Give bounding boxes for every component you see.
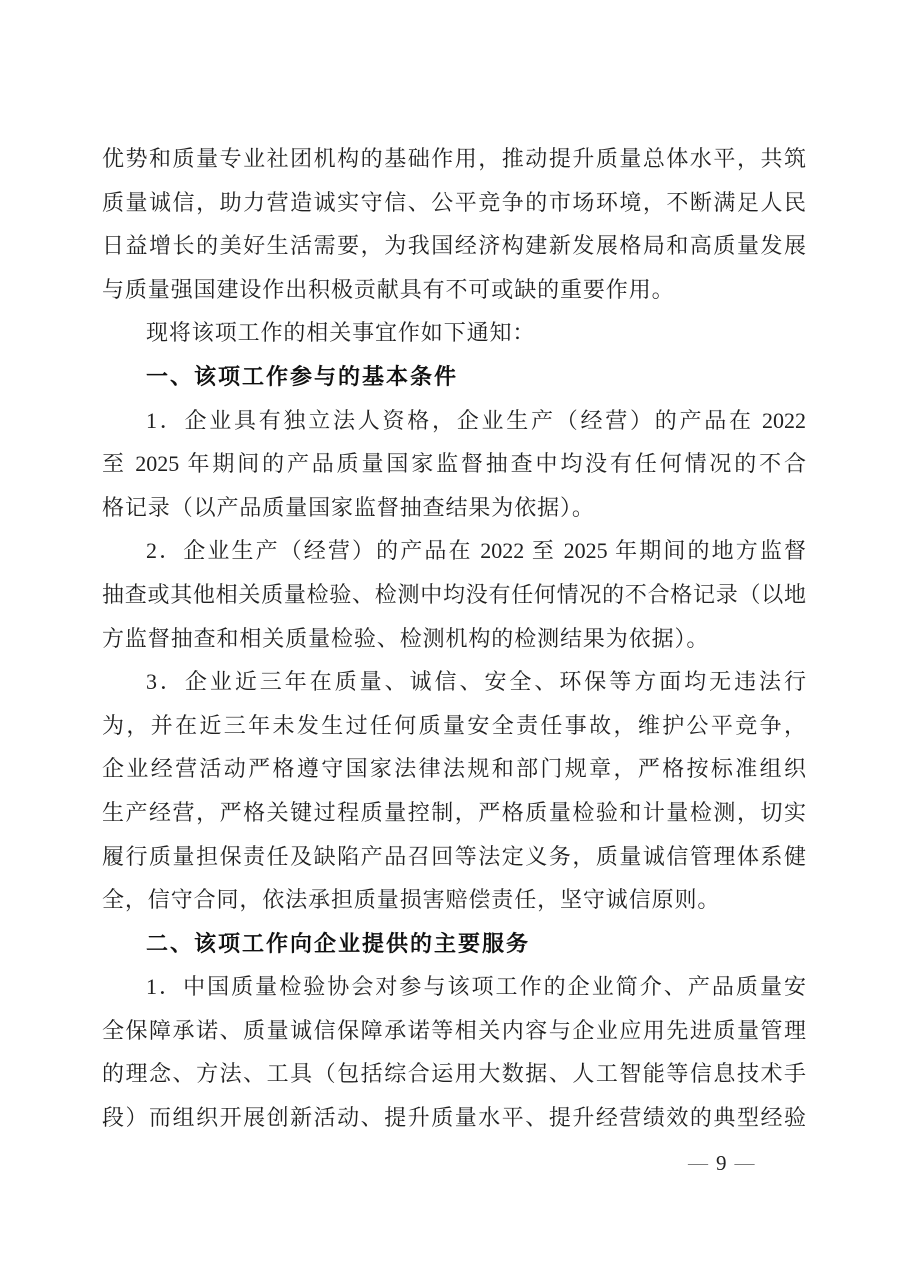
footer-right-dash: —	[734, 1152, 755, 1174]
text-line: 全保障承诺、质量诚信保障承诺等相关内容与企业应用先进质量管理	[102, 1017, 806, 1043]
text-line: 1．企业具有独立法人资格，企业生产（经营）的产品在 2022	[146, 407, 806, 433]
footer-left-dash: —	[688, 1152, 708, 1174]
text-line: 格记录（以产品质量国家监督抽查结果为依据）。	[102, 494, 595, 520]
text-line: 优势和质量专业社团机构的基础作用，推动提升质量总体水平，共筑	[102, 146, 806, 171]
document-body	[102, 137, 806, 1140]
page-footer	[688, 1148, 755, 1178]
text-line: 企业经营活动严格遵守国家法律法规和部门规章，严格按标准组织	[102, 756, 806, 782]
text-line: 现将该项工作的相关事宜作如下通知：	[146, 320, 536, 346]
text-line: 方监督抽查和相关质量检验、检测机构的检测结果为依据）。	[102, 625, 710, 651]
text-line: 1．中国质量检验协会对参与该项工作的企业简介、产品质量安	[146, 974, 806, 1000]
text-line: 的理念、方法、工具（包括综合运用大数据、人工智能等信息技术手	[102, 1061, 806, 1087]
text-line: 与质量强国建设作出积极贡献具有不可或缺的重要作用。	[102, 276, 675, 302]
text-line: 为，并在近三年未发生过任何质量安全责任事故，维护公平竞争，	[102, 712, 806, 738]
text-line: 至 2025 年期间的产品质量国家监督抽查中均没有任何情况的不合	[102, 451, 806, 477]
text-line: 日益增长的美好生活需要，为我国经济构建新发展格局和高质量发展	[102, 233, 806, 259]
text-line: 段）而组织开展创新活动、提升质量水平、提升经营绩效的典型经验	[102, 1105, 806, 1131]
text-line: 2．企业生产（经营）的产品在 2022 至 2025 年期间的地方监督	[146, 538, 806, 564]
text-line: 全，信守合同，依法承担质量损害赔偿责任，坚守诚信原则。	[102, 887, 721, 913]
text-line: 生产经营，严格关键过程质量控制，严格质量检验和计量检测，切实	[102, 799, 806, 825]
text-line: 履行质量担保责任及缺陷产品召回等法定义务，质量诚信管理体系健	[102, 843, 806, 869]
text-line: 抽查或其他相关质量检验、检测中均没有任何情况的不合格记录（以地	[102, 581, 806, 607]
section-heading: 二、该项工作向企业提供的主要服务	[146, 930, 531, 956]
section-heading: 一、该项工作参与的基本条件	[146, 363, 459, 389]
text-line: 3．企业近三年在质量、诚信、安全、环保等方面均无违法行	[146, 669, 806, 695]
page-number: 9	[716, 1151, 727, 1175]
text-line: 质量诚信，助力营造诚实守信、公平竞争的市场环境，不断满足人民	[102, 189, 806, 215]
